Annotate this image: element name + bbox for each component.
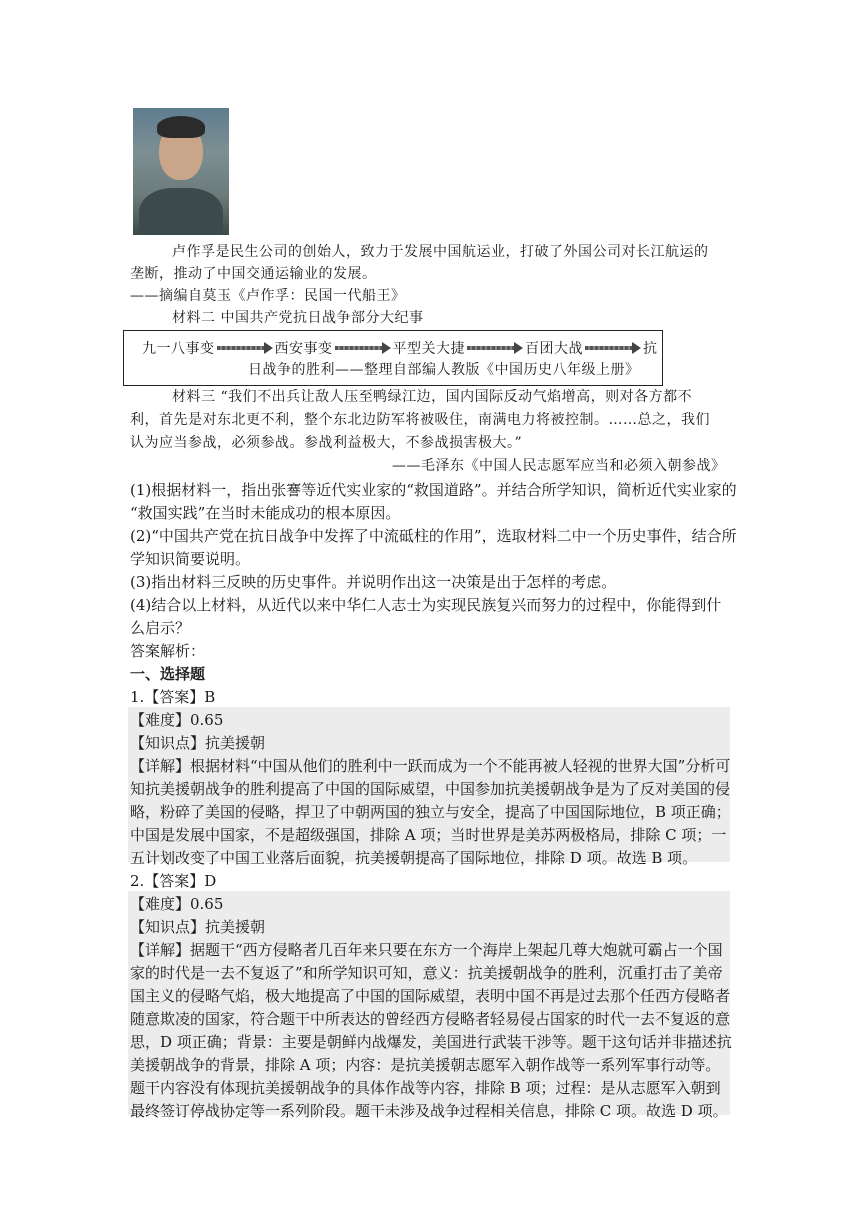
- arrow-icon: [335, 344, 391, 352]
- answer-1-difficulty: 【难度】0.65: [130, 711, 224, 729]
- answer-1-detail-line4: 中国是发展中国家，不是超级强国，排除 A 项；当时世界是美苏两极格局，排除 C 项；一: [130, 826, 727, 844]
- portrait-body: [139, 188, 223, 235]
- material2-heading: 材料二 中国共产党抗日战争部分大纪事: [172, 310, 424, 326]
- answer-2-detail-line3: 国主义的侵略气焰，极大地提高了中国的国际威望，表明中国不再是过去那个任西方侵略者: [130, 987, 731, 1005]
- answer-1-detail-line1: 【详解】根据材料“中国从他们的胜利中一跃而成为一个不能再被人轻视的世界大国”分析可: [130, 757, 731, 775]
- timeline-box: [123, 330, 663, 386]
- answer-2-knowledge: 【知识点】抗美援朝: [130, 918, 266, 936]
- timeline-event: 平型关大捷: [392, 341, 465, 357]
- arrow-icon: [467, 344, 523, 352]
- answer-2-detail-line2: 家的时代是一去不复返了”和所学知识可知，意义：抗美援朝战争的胜利，沉重打击了美帝: [130, 964, 723, 982]
- answer-2-detail-line1: 【详解】据题干“西方侵略者几百年来只要在东方一个海岸上架起几尊大炮就可霸占一个国: [130, 941, 723, 959]
- question-2-line1: (2)“中国共产党在抗日战争中发挥了中流砥柱的作用”，选取材料二中一个历史事件，结合所: [130, 527, 737, 545]
- portrait-photo: [133, 108, 229, 235]
- timeline-event: 西安事变: [274, 341, 333, 357]
- material3-line3: 认为应当参战，必须参战。参战利益极大，不参战损害极大。”: [130, 435, 523, 451]
- answers-section-heading: 一、选择题: [130, 665, 206, 683]
- material1-para-line1: 卢作孚是民生公司的创始人，致力于发展中国航运业，打破了外国公司对长江航运的: [172, 244, 709, 260]
- answer-1-knowledge: 【知识点】抗美援朝: [130, 734, 266, 752]
- timeline-event: 九一八事变: [142, 341, 215, 357]
- material1-source: ——摘编自莫玉《卢作孚：民国一代船王》: [130, 288, 406, 304]
- timeline-event: 百团大战: [525, 341, 583, 357]
- answer-2-detail-line6: 美援朝战争的背景，排除 A 项；内容：是抗美援朝志愿军入朝作战等一系列军事行动等。: [130, 1056, 721, 1074]
- answers-intro: 答案解析：: [130, 642, 206, 660]
- arrow-icon: [585, 344, 641, 352]
- material1-para-line2: 垄断，推动了中国交通运输业的发展。: [130, 266, 377, 282]
- question-1-line2: “救国实践”在当时未能成功的根本原因。: [130, 504, 401, 522]
- answer-1-detail-line3: 略，粉碎了美国的侵略，捍卫了中朝两国的独立与安全，提高了中国国际地位，B 项正确；: [130, 803, 731, 821]
- answer-1-detail-line5: 五计划改变了中国工业落后面貌，抗美援朝提高了国际地位，排除 D 项。故选 B 项。: [130, 849, 698, 867]
- answer-2-detail-line4: 随意欺凌的国家，符合题干中所表达的曾经西方侵略者轻易侵占国家的时代一去不复返的意: [130, 1010, 731, 1028]
- material3-source: ——毛泽东《中国人民志愿军应当和必须入朝参战》: [392, 458, 726, 474]
- question-4-line2: 么启示？: [130, 619, 191, 637]
- answer-2-detail-line5: 思，D 项正确；背景：主要是朝鲜内战爆发，美国进行武装干涉等。题干这句话并非描述抗: [130, 1033, 732, 1051]
- answer-2-label: 2.【答案】D: [130, 872, 217, 890]
- material3-line1: 材料三 “我们不出兵让敌人压至鸭绿江边，国内国际反动气焰增高，则对各方都不: [172, 389, 693, 405]
- answer-1-detail-line2: 知抗美援朝战争的胜利提高了中国的国际威望，中国参加抗美援朝战争是为了反对美国的侵: [130, 780, 731, 798]
- answer-1-label: 1.【答案】B: [130, 688, 216, 706]
- answer-2-detail-line7: 题干内容没有体现抗美援朝战争的具体作战等内容，排除 B 项；过程：是从志愿军入朝到: [130, 1079, 721, 1097]
- question-3: (3)指出材料三反映的历史事件。并说明作出这一决策是出于怎样的考虑。: [130, 573, 617, 591]
- question-1-line1: (1)根据材料一，指出张謇等近代实业家的“救国道路”。并结合所学知识，简析近代实业家的: [130, 481, 737, 499]
- answer-2-detail-line8: 最终签订停战协定等一系列阶段。题干未涉及战争过程相关信息，排除 C 项。故选 D 项。: [130, 1102, 728, 1120]
- answer-2-difficulty: 【难度】0.65: [130, 895, 224, 913]
- timeline-row2: 日战争的胜利——整理自部编人教版《中国历史八年级上册》: [248, 362, 640, 378]
- timeline-event: 抗: [643, 341, 658, 357]
- material3-line2: 利，首先是对东北更不利，整个东北边防军将被吸住，南满电力将被控制。……总之，我们: [130, 412, 710, 428]
- question-2-line2: 学知识简要说明。: [130, 550, 251, 568]
- portrait-hair: [157, 116, 205, 138]
- question-4-line1: (4)结合以上材料，从近代以来中华仁人志士为实现民族复兴而努力的过程中，你能得到什: [130, 596, 722, 614]
- timeline-row: [142, 337, 658, 359]
- arrow-icon: [217, 344, 273, 352]
